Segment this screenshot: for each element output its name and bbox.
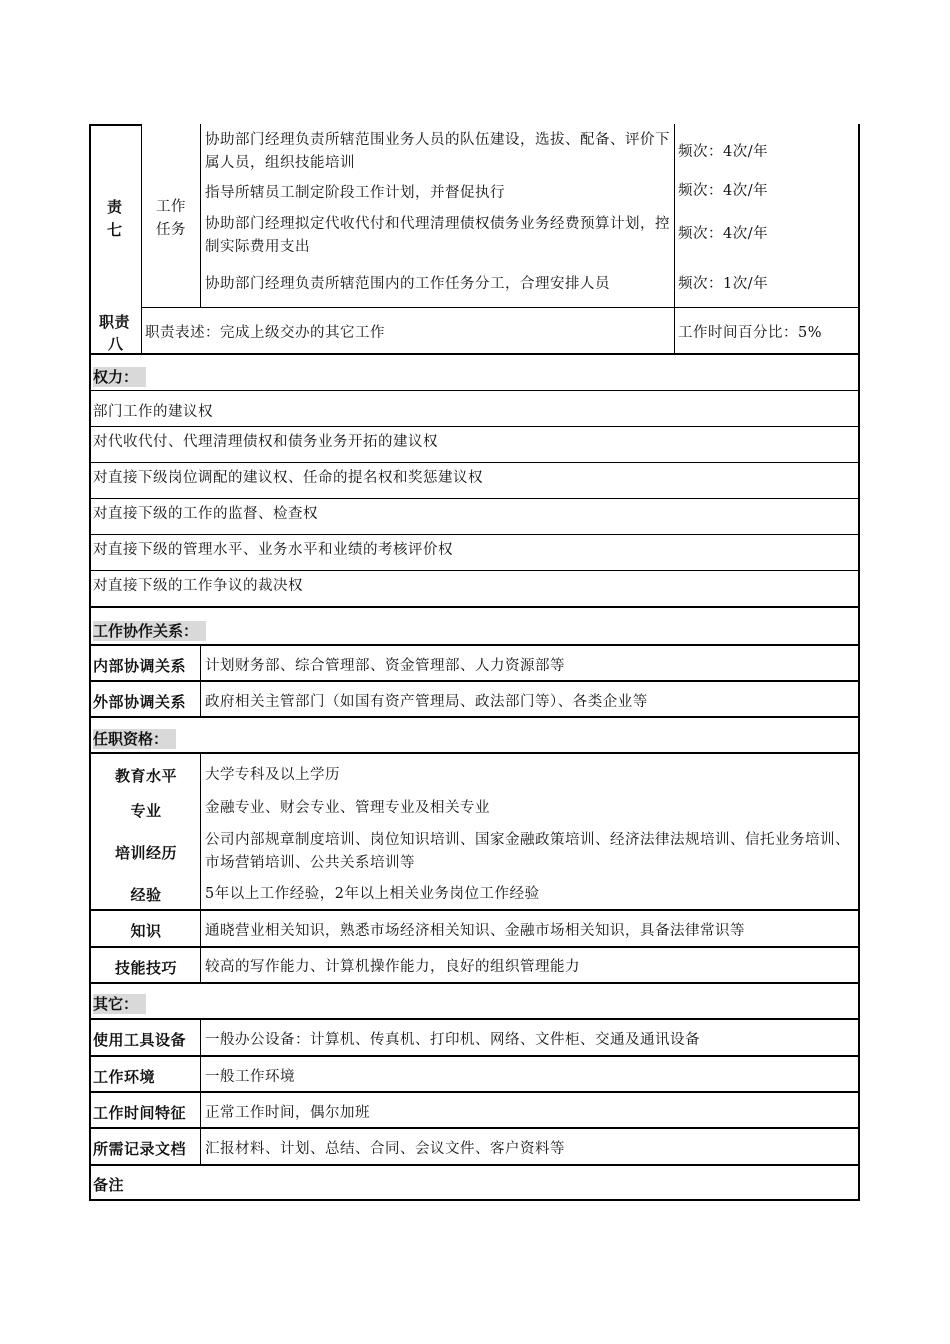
environment-value: 一般工作环境: [205, 1069, 295, 1085]
hr: [89, 426, 860, 427]
hr: [89, 1018, 860, 1020]
power-item: 对直接下级的工作争议的裁决权: [93, 578, 303, 594]
tools-label: 使用工具设备: [93, 1031, 187, 1049]
duty7-task-2-freq: 频次：4次/年: [678, 183, 769, 199]
major-value: 金融专业、财会专业、管理专业及相关专业: [205, 800, 490, 816]
skills-value: 较高的写作能力、计算机操作能力，良好的组织管理能力: [205, 959, 580, 975]
duty7-label-top: 责: [107, 198, 123, 216]
power-item: 对代收代付、代理清理债权和债务业务开拓的建议权: [93, 434, 438, 450]
others-title: 其它：: [93, 994, 146, 1014]
duty8-label-bottom: 八: [108, 335, 124, 353]
duty8-label-divider: [141, 307, 142, 354]
hr-others-top: [89, 982, 860, 984]
power-item: 对直接下级的管理水平、业务水平和业绩的考核评价权: [93, 542, 453, 558]
hr: [89, 946, 860, 948]
hr: [89, 534, 860, 535]
duty7-task-divider: [200, 124, 201, 307]
education-label: 教育水平: [114, 767, 177, 785]
training-value: 公司内部规章制度培训、岗位知识培训、国家金融政策培训、经济法律法规培训、信托业务培训、市场营销培训、公共关系培训等: [205, 832, 850, 871]
major-label: 专业: [130, 802, 162, 820]
duty7-label-bottom: 七: [107, 221, 123, 239]
knowledge-label: 知识: [130, 922, 162, 940]
table-bottom-border: [89, 1199, 860, 1201]
duty-label-top-border: [89, 124, 141, 126]
duty7-task-2: 指导所辖员工制定阶段工作计划，并督促执行: [205, 185, 505, 201]
hr: [89, 1127, 860, 1129]
external-relations-label: 外部协调关系: [93, 693, 187, 711]
internal-relations-label: 内部协调关系: [93, 657, 187, 675]
education-value: 大学专科及以上学历: [205, 767, 340, 783]
power-item: 对直接下级岗位调配的建议权、任命的提名权和奖惩建议权: [93, 470, 483, 486]
duty7-task-1: 协助部门经理负责所辖范围业务人员的队伍建设，选拔、配备、评价下属人员，组织技能培训: [205, 132, 670, 171]
hr-relations-top: [89, 606, 860, 608]
power-item: 部门工作的建议权: [93, 404, 213, 420]
duty7-task-4-freq: 频次：1次/年: [678, 276, 769, 292]
duty8-label-top: 职责: [99, 313, 131, 331]
duty7-task-1-freq: 频次：4次/年: [678, 144, 769, 160]
remarks-label: 备注: [93, 1176, 125, 1194]
qualifications-title: 任职资格：: [93, 729, 176, 749]
environment-label: 工作环境: [93, 1068, 156, 1086]
records-value: 汇报材料、计划、总结、合同、会议文件、客户资料等: [205, 1141, 565, 1157]
hr-powers-top: [89, 353, 860, 355]
tools-value: 一般办公设备：计算机、传真机、打印机、网络、文件柜、交通及通讯设备: [205, 1032, 700, 1048]
relations-label-divider: [200, 644, 201, 716]
duty8-description: 职责表述：完成上级交办的其它工作: [145, 325, 385, 341]
hr: [89, 570, 860, 571]
duty7-bottom-line: [141, 307, 858, 308]
hr: [89, 909, 860, 911]
skills-label: 技能技巧: [114, 959, 177, 977]
hr-qual-top: [89, 716, 860, 718]
duty7-task-3-freq: 频次：4次/年: [678, 226, 769, 242]
duty8-time-percent: 工作时间百分比：5%: [678, 325, 823, 341]
duty7-label-divider: [141, 124, 142, 307]
experience-value: 5年以上工作经验，2年以上相关业务岗位工作经验: [205, 886, 540, 902]
experience-label: 经验: [130, 886, 162, 904]
table-right-border: [858, 124, 860, 1201]
work-hours-label: 工作时间特征: [93, 1104, 187, 1122]
relations-title: 工作协作关系：: [93, 621, 206, 641]
power-item: 对直接下级的工作的监督、检查权: [93, 506, 318, 522]
duty7-task-label-top: 工作: [156, 199, 186, 215]
table-left-border: [89, 124, 91, 1201]
work-hours-value: 正常工作时间，偶尔加班: [205, 1105, 370, 1121]
hr: [89, 462, 860, 463]
hr: [89, 390, 860, 391]
hr: [89, 680, 860, 682]
hr: [89, 644, 860, 646]
powers-title: 权力：: [93, 367, 146, 387]
hr: [89, 498, 860, 499]
hr: [89, 1164, 860, 1166]
knowledge-value: 通晓营业相关知识，熟悉市场经济相关知识、金融市场相关知识，具备法律常识等: [205, 923, 745, 939]
hr: [89, 752, 860, 754]
others-label-divider: [200, 1018, 201, 1164]
records-label: 所需记录文档: [93, 1140, 187, 1158]
training-label: 培训经历: [114, 844, 177, 862]
external-relations-value: 政府相关主管部门（如国有资产管理局、政法部门等）、各类企业等: [205, 694, 648, 710]
freq-divider: [674, 124, 675, 354]
duty7-task-label-bottom: 任务: [156, 222, 186, 238]
duty7-task-3: 协助部门经理拟定代收代付和代理清理债权债务业务经费预算计划，控制实际费用支出: [205, 216, 670, 255]
internal-relations-value: 计划财务部、综合管理部、资金管理部、人力资源部等: [205, 658, 565, 674]
duty7-task-4: 协助部门经理负责所辖范围内的工作任务分工，合理安排人员: [205, 276, 610, 292]
hr: [89, 1055, 860, 1057]
hr: [89, 1091, 860, 1093]
